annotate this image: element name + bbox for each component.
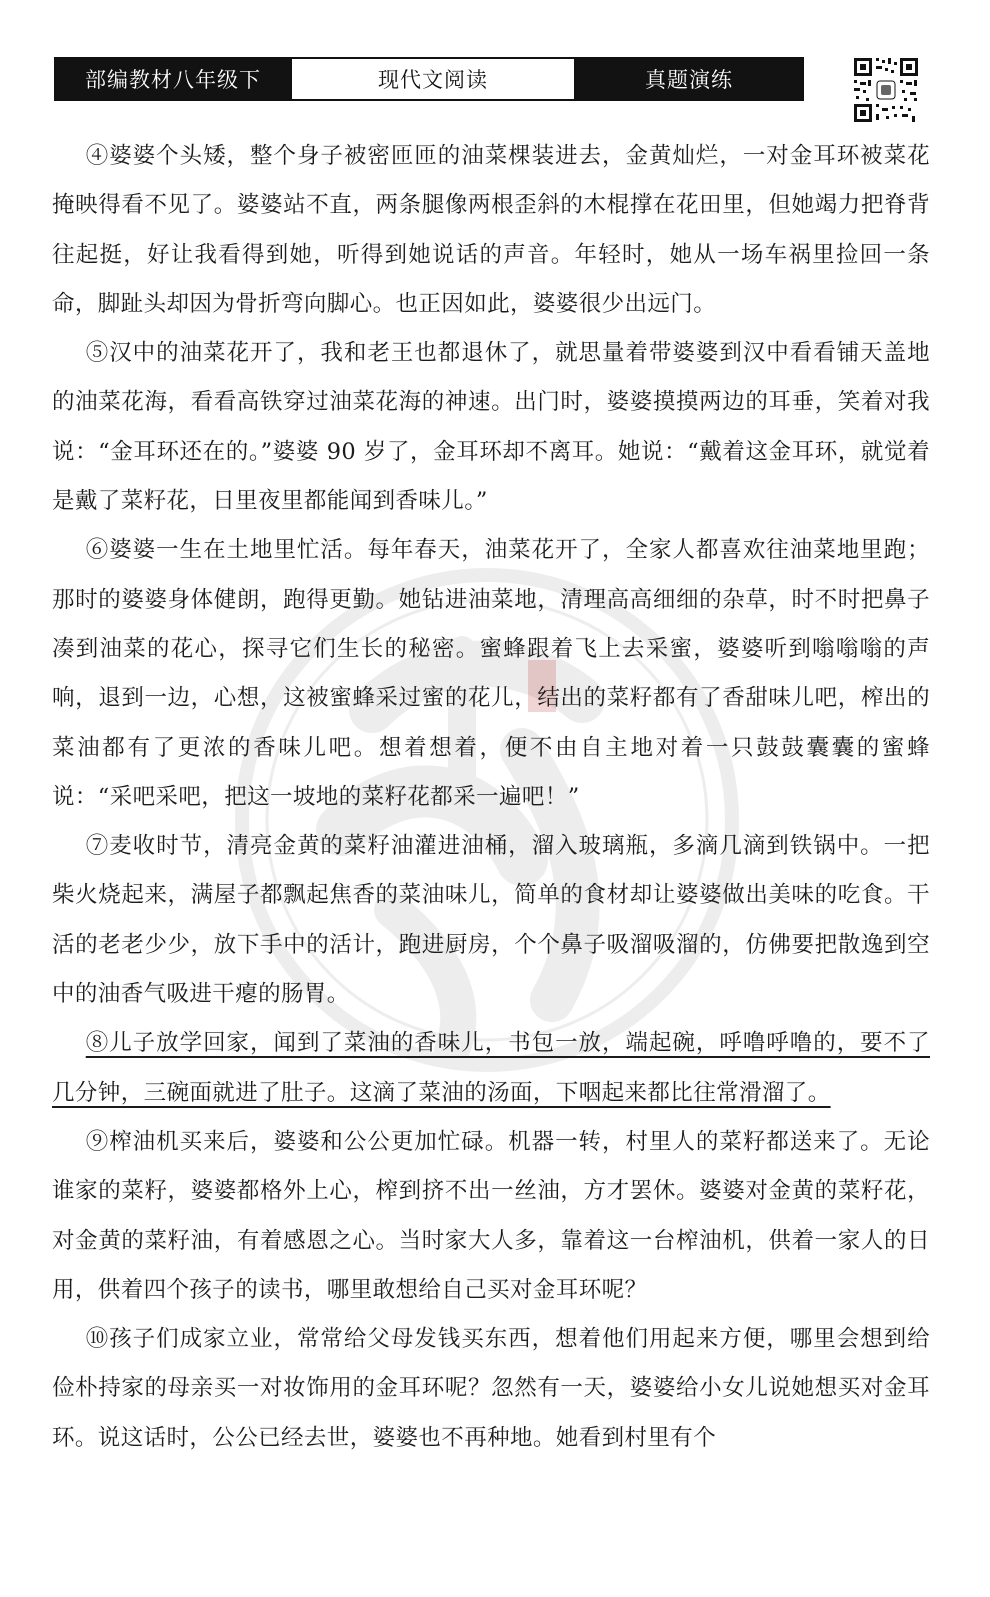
paragraph-8 xyxy=(52,1019,930,1118)
header-section-label: 现代文阅读 xyxy=(290,59,576,99)
paragraph-7: ⑦麦收时节，清亮金黄的菜籽油灌进油桶，溜入玻璃瓶，多滴几滴到铁锅中。一把柴火烧起来，满屋子都飘起焦香的菜油味儿，简单的食材却让婆婆做出美味的吃食。干活的老老少少，放下手中的活计，跑进厨房，个个鼻子吸溜吸溜的，仿佛要把散逸到空中的油香气吸进干瘪的肠胃。 xyxy=(52,833,930,1008)
header-practice-label: 真题演练 xyxy=(576,59,802,99)
paragraph-5: ⑤汉中的油菜花开了，我和老王也都退休了，就思量着带婆婆到汉中看看铺天盖地的油菜花海，看看高铁穿过油菜花海的神速。出门时，婆婆摸摸两边的耳垂，笑着对我说：“金耳环还在的。”婆婆 90 岁了，金耳环却不离耳。她说：“戴着这金耳环，就觉着是戴了菜籽花，日里夜里都能闻到香味儿。” xyxy=(52,340,930,515)
qr-code-icon[interactable] xyxy=(852,56,920,124)
article-body xyxy=(52,132,930,1463)
paragraph-4: ④婆婆个头矮，整个身子被密匝匝的油菜棵装进去，金黄灿烂，一对金耳环被菜花掩映得看不见了。婆婆站不直，两条腿像两根歪斜的木棍撑在花田里，但她竭力把脊背往起挺，好让我看得到她，听得到她说话的声音。年轻时，她从一场车祸里捡回一条命，脚趾头却因为骨折弯向脚心。也正因如此，婆婆很少出远门。 xyxy=(52,143,930,317)
qr-code-graphic xyxy=(852,56,920,124)
header-bar xyxy=(54,57,804,101)
paragraph-6: ⑥婆婆一生在土地里忙活。每年春天，油菜花开了，全家人都喜欢往油菜地里跑；那时的婆婆身体健朗，跑得更勤。她钻进油菜地，清理高高细细的杂草，时不时把鼻子凑到油菜的花心，探寻它们生长的秘密。蜜蜂跟着飞上去采蜜，婆婆听到嗡嗡嗡的声响，退到一边，心想，这被蜜蜂采过蜜的花儿，结出的菜籽都有了香甜味儿吧，榨出的菜油都有了更浓的香味儿吧。想着想着，便不由自主地对着一只鼓鼓囊囊的蜜蜂说：“采吧采吧，把这一坡地的菜籽花都采一遍吧！” xyxy=(52,537,930,810)
paragraph-8-underlined-text: ⑧儿子放学回家，闻到了菜油的香味儿，书包一放，端起碗，呼噜呼噜的，要不了几分钟，三碗面就进了肚子。这滴了菜油的汤面，下咽起来都比往常滑溜了。 xyxy=(52,1030,930,1106)
header-textbook-label: 部编教材八年级下 xyxy=(56,59,290,99)
paragraph-10: ⑩孩子们成家立业，常常给父母发钱买东西，想着他们用起来方便，哪里会想到给俭朴持家的母亲买一对妆饰用的金耳环呢？忽然有一天，婆婆给小女儿说她想买对金耳环。说这话时，公公已经去世，婆婆也不再种地。她看到村里有个 xyxy=(52,1326,930,1451)
paragraph-9: ⑨榨油机买来后，婆婆和公公更加忙碌。机器一转，村里人的菜籽都送来了。无论谁家的菜籽，婆婆都格外上心，榨到挤不出一丝油，方才罢休。婆婆对金黄的菜籽花，对金黄的菜籽油，有着感恩之心。当时家大人多，靠着这一台榨油机，供着一家人的日用，供着四个孩子的读书，哪里敢想给自己买对金耳环呢？ xyxy=(52,1128,930,1303)
